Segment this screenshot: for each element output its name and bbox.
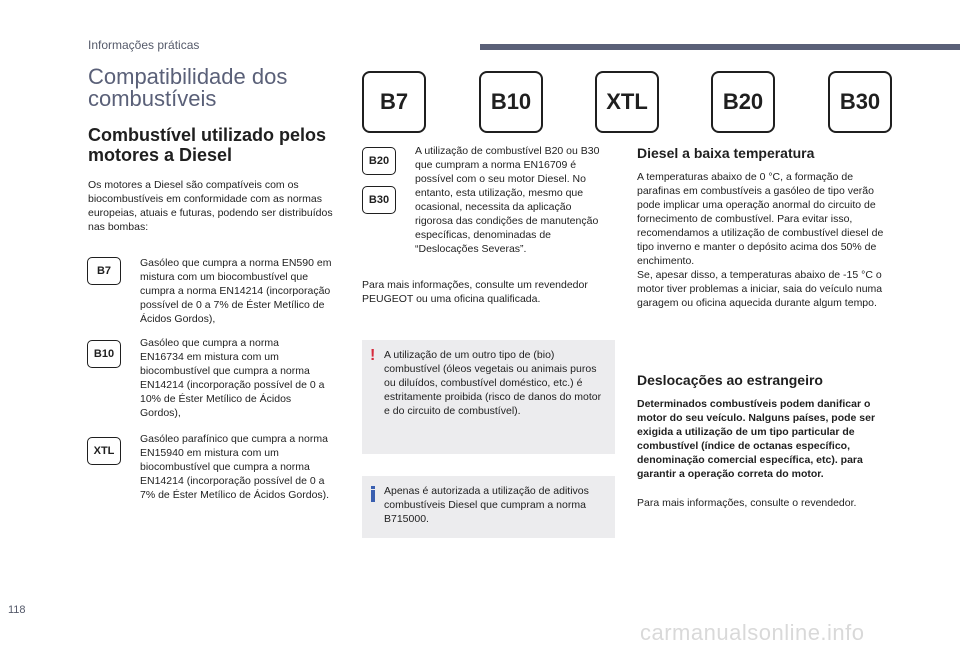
left-intro: Os motores a Diesel são compatíveis com os biocombustíveis em conformidade com as normas europeias, atuais e futuras, podendo ser distribuídos nas bombas: [88, 179, 333, 233]
low-temp-text-1: A temperaturas abaixo de 0 °C, a formação de parafinas em combustíveis a gasóleo de tipo verão pode implicar uma operação anormal do circuito de fornecimento de combustível. Para evitar isso, recomendamos a utilização de combustível diesel de tipo inverno e manter o depósito acima dos 50% de enchimento. [637, 171, 884, 267]
badge-label: XTL [606, 89, 648, 114]
badge-label: B10 [490, 89, 532, 114]
header-bar [480, 44, 960, 50]
low-temp-text-2: Se, apesar disso, a temperaturas abaixo de -15 °C o motor tiver problemas a iniciar, saia do veículo numa garagem ou oficina aquecida durante algum tempo. [637, 269, 883, 309]
abroad-bold-text: Determinados combustíveis podem danificar o motor do seu veículo. Nalguns países, pode ser exigida a utilização de um tipo particular de combustível (índice de octanas específico, denominação comercial específica, etc). para garantir a operação correta do motor. [637, 398, 876, 480]
badge-label: B10 [93, 348, 115, 360]
badge-label: B7 [379, 89, 409, 114]
badge-label: B20 [368, 155, 390, 167]
fuel-badge-b20 [362, 147, 396, 175]
note-text: Apenas é autorizada a utilização de aditivos combustíveis Diesel que cumpram a norma B715000. [384, 485, 589, 525]
section-header: Informações práticas [88, 38, 200, 52]
low-temp-heading: Diesel a baixa temperatura [637, 145, 815, 161]
fuel-badge-b30 [362, 186, 396, 214]
info-icon [371, 486, 375, 500]
abroad-heading: Deslocações ao estrangeiro [637, 372, 823, 388]
badge-label: B30 [839, 89, 881, 114]
note-box [362, 476, 615, 538]
fuel-badge-large-xtl [595, 71, 659, 133]
fuel-badge-b10 [87, 340, 121, 368]
fuel-badge-b7 [87, 257, 121, 285]
fuel-badge-xtl [87, 437, 121, 465]
item-text-b10: Gasóleo que cumpra a norma EN16734 em mistura com um biocombustível que cumpra a norma EN14214 (incorporação possível de 0 a 10% de Éster Metílico de Ácidos Gordos), [140, 337, 325, 419]
warning-exclamation-icon: ! [370, 347, 376, 364]
page-title: Compatibilidade dos combustíveis [88, 64, 288, 111]
badge-label: B30 [368, 194, 390, 206]
fuel-badge-large-b10 [479, 71, 543, 133]
item-text-xtl: Gasóleo parafínico que cumpra a norma EN15940 em mistura com um biocombustível que cumpra a norma EN14214 (incorporação possível de 0 a 7% de Éster Metílico de Ácidos Gordos). [140, 433, 330, 501]
fuel-badge-large-b30 [828, 71, 892, 133]
abroad-text: Para mais informações, consulte o revendedor. [637, 497, 857, 509]
left-heading: Combustível utilizado pelos motores a Diesel [88, 125, 327, 165]
fuel-badge-large-b7 [362, 71, 426, 133]
warning-box [362, 340, 615, 454]
page-number: 118 [8, 604, 26, 616]
badge-label: B7 [96, 265, 112, 277]
fuel-badge-large-b20 [711, 71, 775, 133]
info-text: Para mais informações, consulte um revendedor PEUGEOT ou uma oficina qualificada. [362, 279, 588, 305]
watermark: carmanualsonline.info [640, 620, 865, 645]
b20-b30-text: A utilização de combustível B20 ou B30 que cumpram a norma EN16709 é possível com o seu motor Diesel. No entanto, esta utilização, mesmo que ocasional, necessita da aplicação rigorosa das condições de manutenção específicas, denominadas de “Deslocações Severas”. [415, 145, 600, 255]
badge-label: XTL [93, 445, 115, 457]
warning-text: A utilização de um outro tipo de (bio) combustível (óleos vegetais ou animais puros ou diluídos, combustível doméstico, etc.) é estritamente proibida (risco de danos do motor e do circuito de combustível). [384, 349, 602, 417]
item-text-b7: Gasóleo que cumpra a norma EN590 em mistura com um biocombustível que cumpra a norma EN14214 (incorporação possível de 0 a 7% de Éster Metílico de Ácidos Gordos), [140, 257, 332, 325]
badge-label: B20 [722, 89, 764, 114]
